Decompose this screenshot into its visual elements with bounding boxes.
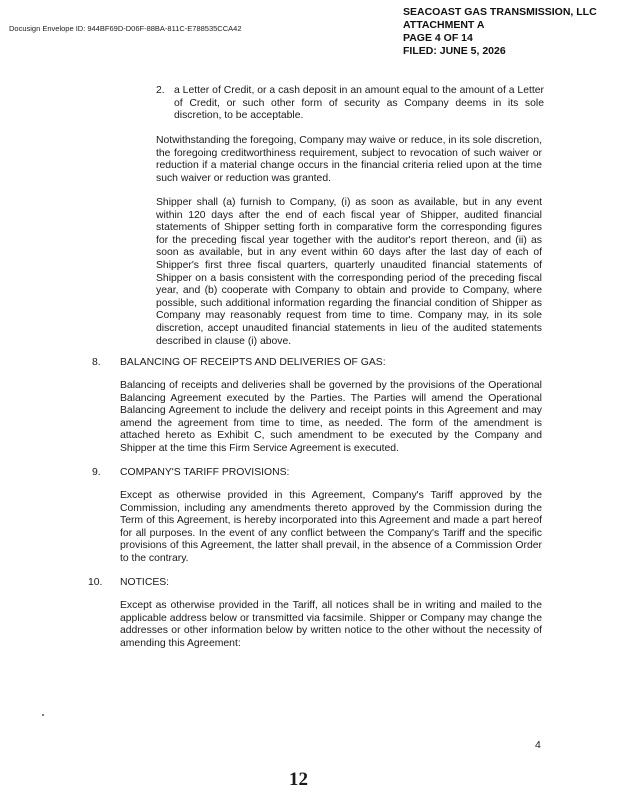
filed-date: FILED: JUNE 5, 2026	[403, 45, 506, 57]
section-8-number: 8.	[92, 357, 101, 368]
section-10-body: Except as otherwise provided in the Tariff, all notices shall be in writing and mailed to the applicable address below or transmitted via facsimile. Shipper or Company may change the addresses or other information below by written notice to the other without the necessity of amending this Agreement:	[120, 600, 542, 649]
attachment-label: ATTACHMENT A	[403, 19, 485, 31]
section-10-number: 10.	[88, 577, 103, 588]
bates-stamp-number: 12	[289, 769, 308, 790]
section-9-number: 9.	[92, 467, 101, 478]
section-10-title: NOTICES:	[120, 577, 170, 588]
page-number: 4	[535, 740, 541, 751]
document-header	[403, 6, 597, 58]
section-9-title: COMPANY'S TARIFF PROVISIONS:	[120, 467, 290, 478]
section-8-title: BALANCING OF RECEIPTS AND DELIVERIES OF GAS:	[120, 357, 386, 368]
envelope-id: Docusign Envelope ID: 944BF69D-D06F-88BA-811C-E788535CCA42	[9, 24, 242, 33]
company-name: SEACOAST GAS TRANSMISSION, LLC	[403, 6, 597, 18]
waiver-paragraph: Notwithstanding the foregoing, Company may waive or reduce, in its sole discretion, the foregoing creditworthiness requirement, subject to revocation of such waiver or reduction if a material change occurs in the financial criteria relied upon at the time such waiver or reduction was granted.	[156, 135, 542, 184]
section-8-body: Balancing of receipts and deliveries shall be governed by the provisions of the Operational Balancing Agreement executed by the Parties. The Parties will amend the Operational Balancing Agreement to include the delivery and receipt points in this Agreement and may amend the agreement from time to time, as needed. The form of the amendment is attached hereto as Exhibit C, such amendment to be executed by the Company and Shipper at the time this Firm Service Agreement is executed.	[120, 380, 542, 454]
scan-speck	[42, 714, 44, 716]
section-9-body: Except as otherwise provided in this Agreement, Company's Tariff approved by the Commission, including any amendments thereto approved by the Commission during the Term of this Agreement, is hereby incorporated into this Agreement and made a part hereof for all purposes. In the event of any conflict between the Company's Tariff and the specific provisions of this Agreement, the latter shall prevail, in the absence of a Commission Order to the contrary.	[120, 490, 542, 564]
item-2-text: a Letter of Credit, or a cash deposit in an amount equal to the amount of a Letter of Credit, or such other form of security as Company deems in its sole discretion, to be acceptable.	[174, 85, 544, 122]
financial-statements-paragraph: Shipper shall (a) furnish to Company, (i) as soon as available, but in any event within 120 days after the end of each fiscal year of Shipper, audited financial statements of Shipper setting forth in comparative form the corresponding figures for the preceding fiscal year together with the auditor's report thereon, and (ii) as soon as available, but in any event within 60 days after the last day of each of Shipper's first three fiscal quarters, quarterly unaudited financial statements of Shipper on a basis consistent with the corresponding period of the preceding fiscal year, and (b) cooperate with Company to obtain and provide to Company, where possible, such additional information regarding the financial condition of Shipper as Company may reasonably request from time to time. Company may, in its sole discretion, accept unaudited financial statements in lieu of the audited statements described in clause (i) above.	[156, 197, 542, 347]
item-number: 2.	[156, 85, 165, 96]
page-of-label: PAGE 4 OF 14	[403, 32, 473, 44]
